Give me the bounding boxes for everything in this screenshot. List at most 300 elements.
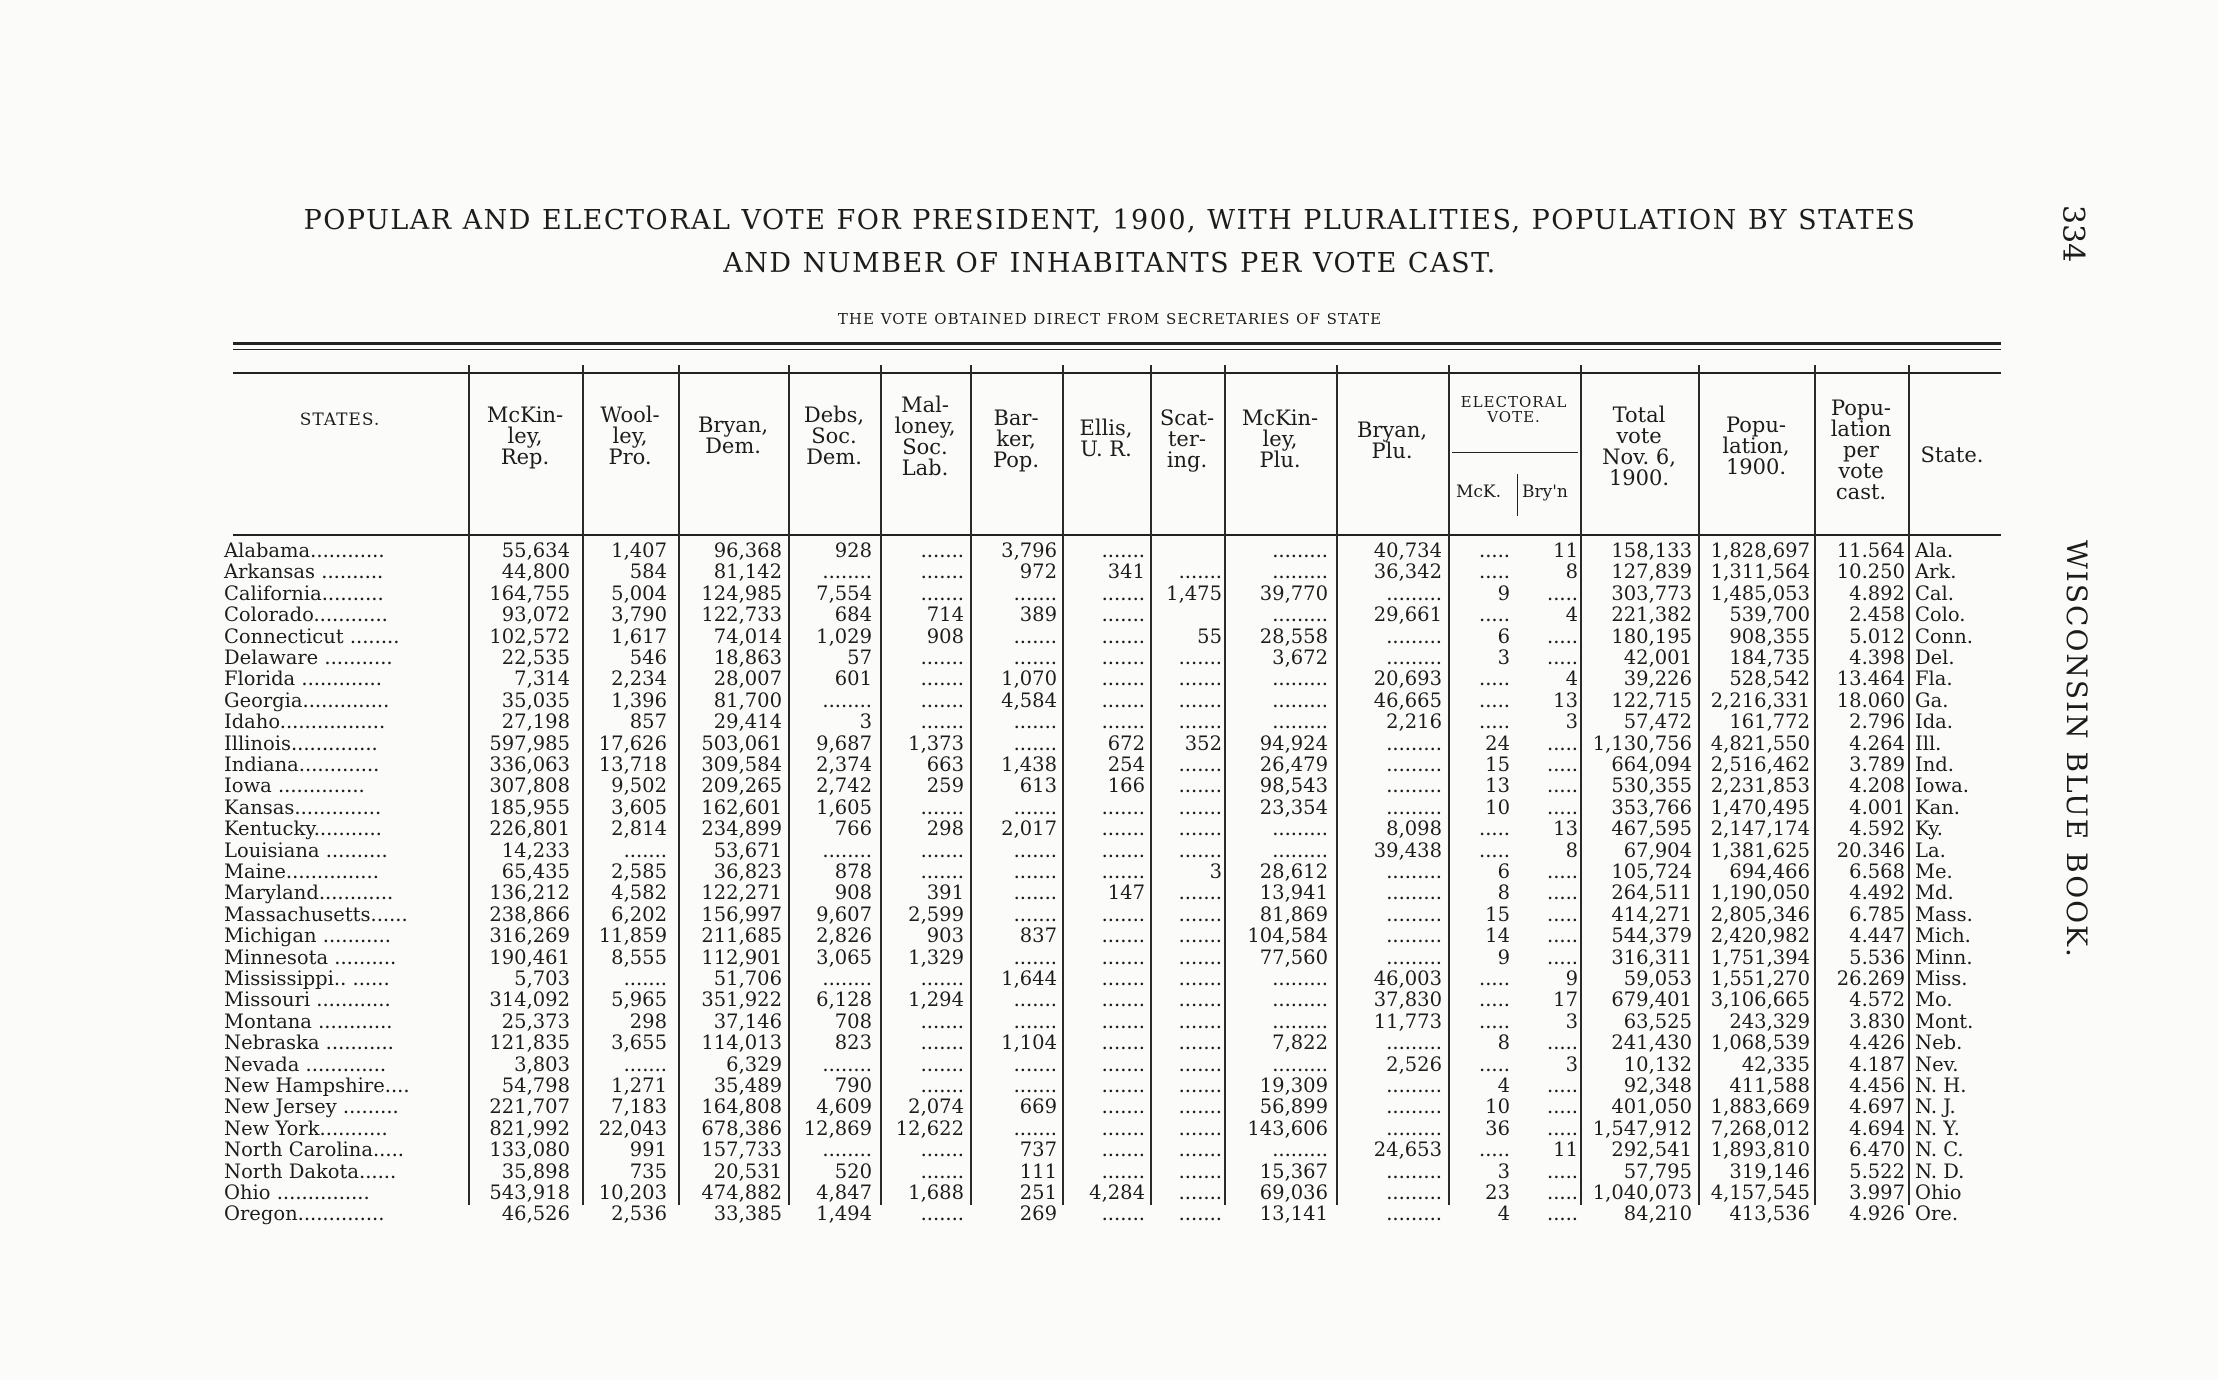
- total-vote-cell: 264,511: [1611, 881, 1692, 905]
- population-cell: 7,268,012: [1710, 1116, 1810, 1140]
- total-vote-cell: 39,226: [1623, 667, 1692, 691]
- total-vote-cell: 92,348: [1623, 1074, 1692, 1097]
- header-bryan-dem: Bryan, Dem.: [697, 413, 769, 458]
- total-vote-cell: 42,001: [1623, 646, 1692, 669]
- ellis-ur-cell: .......: [1101, 1202, 1145, 1226]
- total-vote-cell: 1,040,073: [1592, 1181, 1692, 1204]
- electoral-bryan-cell: .....: [1547, 581, 1578, 605]
- state-name-cell: New Jersey .........: [224, 1095, 399, 1119]
- state-name-cell: Kansas..............: [224, 795, 382, 819]
- population-cell: 2,147,174: [1710, 817, 1810, 841]
- population-per-vote-cell: 4.572: [1849, 988, 1905, 1012]
- population-per-vote-cell: 10.250: [1836, 560, 1905, 584]
- mckinley-plurality-cell: 19,309: [1259, 1074, 1328, 1097]
- barker-pop-cell: 3,796: [1001, 539, 1057, 562]
- state-name-cell: Idaho.................: [224, 710, 386, 734]
- bryan-plurality-cell: 29,661: [1373, 603, 1442, 627]
- population-cell: 1,893,810: [1710, 1138, 1810, 1162]
- woolley-pro-cell: 8,555: [611, 945, 667, 969]
- debs-soc-dem-cell: 1,605: [816, 795, 872, 819]
- debs-soc-dem-cell: 9,687: [816, 731, 872, 755]
- population-cell: 2,420,982: [1710, 924, 1810, 948]
- maloney-soc-lab-cell: 1,329: [908, 945, 964, 969]
- debs-soc-dem-cell: 57: [847, 646, 872, 669]
- mckinley-rep-cell: 3,803: [514, 1052, 570, 1076]
- woolley-pro-cell: 3,790: [611, 603, 667, 627]
- woolley-pro-cell: 2,234: [611, 667, 667, 691]
- woolley-pro-cell: 546: [629, 646, 667, 669]
- bryan-plurality-cell: 46,003: [1373, 967, 1442, 990]
- table-row: [0, 604, 2218, 625]
- header-scattering: Scat- ter- ing.: [1159, 406, 1215, 472]
- state-abbr-cell: Nev.: [1915, 1052, 1959, 1076]
- state-abbr-cell: Ill.: [1915, 731, 1942, 755]
- population-cell: 2,805,346: [1710, 902, 1810, 926]
- total-vote-cell: 158,133: [1611, 539, 1692, 562]
- top-double-rule: [233, 342, 2001, 345]
- electoral-bryan-cell: 8: [1565, 560, 1578, 584]
- running-title: WISCONSIN BLUE BOOK.: [2060, 540, 2093, 959]
- woolley-pro-cell: 991: [629, 1138, 667, 1162]
- bryan-plurality-cell: .........: [1386, 795, 1442, 819]
- electoral-bryan-cell: .....: [1547, 624, 1578, 648]
- mckinley-plurality-cell: 15,367: [1259, 1159, 1328, 1183]
- state-abbr-cell: Ohio: [1915, 1181, 1962, 1204]
- state-abbr-cell: Me.: [1915, 860, 1953, 883]
- population-cell: 1,485,053: [1710, 581, 1810, 605]
- total-vote-cell: 241,430: [1611, 1031, 1692, 1055]
- maloney-soc-lab-cell: .......: [920, 1052, 964, 1076]
- mckinley-rep-cell: 821,992: [489, 1116, 570, 1140]
- electoral-bryan-cell: 8: [1565, 838, 1578, 862]
- state-name-cell: Oregon..............: [224, 1202, 385, 1226]
- header-bryan-plu: Bryan, Plu.: [1356, 418, 1428, 463]
- state-name-cell: Colorado............: [224, 603, 388, 627]
- scattering-cell: .......: [1178, 817, 1222, 841]
- table-row: [0, 947, 2218, 968]
- table-row: [0, 668, 2218, 689]
- population-cell: 411,588: [1729, 1074, 1810, 1097]
- ellis-ur-cell: .......: [1101, 945, 1145, 969]
- mckinley-rep-cell: 314,092: [489, 988, 570, 1012]
- population-per-vote-cell: 4.456: [1849, 1074, 1905, 1097]
- population-per-vote-cell: 6.568: [1849, 860, 1905, 883]
- woolley-pro-cell: .......: [623, 1052, 667, 1076]
- electoral-bryan-cell: 13: [1553, 688, 1578, 712]
- scattering-cell: .......: [1178, 1052, 1222, 1076]
- electoral-bryan-cell: .....: [1547, 1159, 1578, 1183]
- electoral-bryan-cell: .....: [1547, 753, 1578, 776]
- electoral-bryan-cell: .....: [1547, 774, 1578, 798]
- bryan-plurality-cell: .........: [1386, 1202, 1442, 1226]
- header-total-vote: Total vote Nov. 6, 1900.: [1602, 403, 1676, 490]
- maloney-soc-lab-cell: .......: [920, 967, 964, 990]
- state-abbr-cell: Colo.: [1915, 603, 1966, 627]
- barker-pop-cell: .......: [1013, 731, 1057, 755]
- mckinley-plurality-cell: 56,899: [1259, 1095, 1328, 1119]
- barker-pop-cell: .......: [1013, 945, 1057, 969]
- mckinley-rep-cell: 35,898: [501, 1159, 570, 1183]
- electoral-mckinley-cell: 8: [1497, 881, 1510, 905]
- electoral-mckinley-cell: 15: [1485, 753, 1510, 776]
- state-name-cell: Louisiana ..........: [224, 838, 388, 862]
- maloney-soc-lab-cell: .......: [920, 838, 964, 862]
- bryan-dem-cell: 18,863: [713, 646, 782, 669]
- population-cell: 243,329: [1729, 1009, 1810, 1033]
- state-abbr-cell: Ga.: [1915, 688, 1949, 712]
- debs-soc-dem-cell: ........: [822, 688, 872, 712]
- total-vote-cell: 59,053: [1623, 967, 1692, 990]
- title-line-1: POPULAR AND ELECTORAL VOTE FOR PRESIDENT, 1900, WITH PLURALITIES, POPULATION BY STATES: [303, 205, 1917, 236]
- ellis-ur-cell: .......: [1101, 1095, 1145, 1119]
- mckinley-plurality-cell: 13,941: [1259, 881, 1328, 905]
- bryan-dem-cell: 37,146: [713, 1009, 782, 1033]
- state-name-cell: Florida .............: [224, 667, 382, 691]
- woolley-pro-cell: 7,183: [611, 1095, 667, 1119]
- debs-soc-dem-cell: 601: [834, 667, 872, 691]
- debs-soc-dem-cell: 2,826: [816, 924, 872, 948]
- debs-soc-dem-cell: 3: [859, 710, 872, 734]
- mckinley-rep-cell: 316,269: [489, 924, 570, 948]
- state-abbr-cell: Md.: [1915, 881, 1954, 905]
- ellis-ur-cell: .......: [1101, 581, 1145, 605]
- table-row: [0, 1032, 2218, 1053]
- bryan-dem-cell: 74,014: [713, 624, 782, 648]
- electoral-mckinley-cell: 23: [1485, 1181, 1510, 1204]
- state-name-cell: Arkansas ..........: [224, 560, 384, 584]
- bryan-plurality-cell: 46,665: [1373, 688, 1442, 712]
- population-per-vote-cell: 13.464: [1836, 667, 1905, 691]
- header-state-abbr: State.: [1920, 443, 1984, 467]
- mckinley-rep-cell: 54,798: [501, 1074, 570, 1097]
- state-name-cell: Connecticut ........: [224, 624, 400, 648]
- ellis-ur-cell: .......: [1101, 646, 1145, 669]
- total-vote-cell: 57,472: [1623, 710, 1692, 734]
- electoral-mckinley-cell: 6: [1497, 624, 1510, 648]
- table-row: [0, 583, 2218, 604]
- population-cell: 4,157,545: [1710, 1181, 1810, 1204]
- barker-pop-cell: .......: [1013, 646, 1057, 669]
- ellis-ur-cell: .......: [1101, 1074, 1145, 1097]
- bryan-plurality-cell: 11,773: [1373, 1009, 1442, 1033]
- bryan-plurality-cell: .........: [1386, 1181, 1442, 1204]
- bryan-dem-cell: 164,808: [701, 1095, 782, 1119]
- total-vote-cell: 679,401: [1611, 988, 1692, 1012]
- state-abbr-cell: Kan.: [1915, 795, 1960, 819]
- state-abbr-cell: Conn.: [1915, 624, 1973, 648]
- table-row: [0, 818, 2218, 839]
- debs-soc-dem-cell: ........: [822, 1052, 872, 1076]
- electoral-subrule: [1452, 452, 1578, 453]
- barker-pop-cell: 269: [1019, 1202, 1057, 1226]
- table-row: [0, 647, 2218, 668]
- mckinley-plurality-cell: .........: [1272, 967, 1328, 990]
- barker-pop-cell: .......: [1013, 838, 1057, 862]
- ellis-ur-cell: .......: [1101, 817, 1145, 841]
- table-row: [0, 840, 2218, 861]
- debs-soc-dem-cell: 823: [834, 1031, 872, 1055]
- bryan-dem-cell: 678,386: [701, 1116, 782, 1140]
- ellis-ur-cell: .......: [1101, 1159, 1145, 1183]
- bryan-plurality-cell: .........: [1386, 881, 1442, 905]
- electoral-mckinley-cell: 24: [1485, 731, 1510, 755]
- woolley-pro-cell: 3,655: [611, 1031, 667, 1055]
- ellis-ur-cell: .......: [1101, 688, 1145, 712]
- maloney-soc-lab-cell: .......: [920, 667, 964, 691]
- population-cell: 1,751,394: [1710, 945, 1810, 969]
- barker-pop-cell: .......: [1013, 860, 1057, 883]
- header-mckinley-plu: McKin- ley, Plu.: [1241, 406, 1319, 472]
- population-per-vote-cell: 2.458: [1849, 603, 1905, 627]
- woolley-pro-cell: 2,585: [611, 860, 667, 883]
- total-vote-cell: 105,724: [1611, 860, 1692, 883]
- scattering-cell: .......: [1178, 1095, 1222, 1119]
- header-ellis-ur: Ellis, U. R.: [1079, 416, 1133, 461]
- population-per-vote-cell: 4.926: [1849, 1202, 1905, 1226]
- bryan-plurality-cell: .........: [1386, 945, 1442, 969]
- table-row: [0, 733, 2218, 754]
- bryan-dem-cell: 33,385: [713, 1202, 782, 1226]
- total-vote-cell: 122,715: [1611, 688, 1692, 712]
- population-per-vote-cell: 6.470: [1849, 1138, 1905, 1162]
- population-per-vote-cell: 18.060: [1836, 688, 1905, 712]
- woolley-pro-cell: 857: [629, 710, 667, 734]
- population-cell: 413,536: [1729, 1202, 1810, 1226]
- population-per-vote-cell: 4.264: [1849, 731, 1905, 755]
- bryan-dem-cell: 157,733: [701, 1138, 782, 1162]
- barker-pop-cell: 389: [1019, 603, 1057, 627]
- woolley-pro-cell: 6,202: [611, 902, 667, 926]
- barker-pop-cell: 251: [1019, 1181, 1057, 1204]
- woolley-pro-cell: 5,004: [611, 581, 667, 605]
- electoral-bryan-cell: .....: [1547, 646, 1578, 669]
- table-row: [0, 989, 2218, 1010]
- electoral-mckinley-cell: .....: [1479, 603, 1510, 627]
- barker-pop-cell: .......: [1013, 710, 1057, 734]
- state-abbr-cell: Del.: [1915, 646, 1955, 669]
- scattering-cell: .......: [1178, 560, 1222, 584]
- bryan-plurality-cell: 37,830: [1373, 988, 1442, 1012]
- population-cell: 694,466: [1729, 860, 1810, 883]
- barker-pop-cell: .......: [1013, 624, 1057, 648]
- scattering-cell: .......: [1178, 967, 1222, 990]
- state-name-cell: New Hampshire....: [224, 1074, 410, 1097]
- bryan-dem-cell: 234,899: [701, 817, 782, 841]
- bryan-plurality-cell: 36,342: [1373, 560, 1442, 584]
- maloney-soc-lab-cell: .......: [920, 1202, 964, 1226]
- page-number: 334: [2055, 205, 2090, 263]
- electoral-mckinley-cell: 4: [1497, 1202, 1510, 1226]
- ellis-ur-cell: .......: [1101, 710, 1145, 734]
- woolley-pro-cell: 1,271: [611, 1074, 667, 1097]
- debs-soc-dem-cell: 12,869: [803, 1116, 872, 1140]
- bryan-plurality-cell: .........: [1386, 1095, 1442, 1119]
- total-vote-cell: 664,094: [1611, 753, 1692, 776]
- maloney-soc-lab-cell: .......: [920, 646, 964, 669]
- electoral-bryan-cell: .....: [1547, 1074, 1578, 1097]
- table-row: [0, 797, 2218, 818]
- table-row: [0, 1054, 2218, 1075]
- woolley-pro-cell: 13,718: [598, 753, 667, 776]
- mckinley-plurality-cell: .........: [1272, 688, 1328, 712]
- debs-soc-dem-cell: 908: [834, 881, 872, 905]
- bryan-dem-cell: 209,265: [701, 774, 782, 798]
- total-vote-cell: 10,132: [1623, 1052, 1692, 1076]
- bryan-dem-cell: 20,531: [713, 1159, 782, 1183]
- barker-pop-cell: 2,017: [1001, 817, 1057, 841]
- population-cell: 528,542: [1729, 667, 1810, 691]
- electoral-mckinley-cell: .....: [1479, 710, 1510, 734]
- state-name-cell: North Dakota......: [224, 1159, 397, 1183]
- population-cell: 2,216,331: [1710, 688, 1810, 712]
- state-abbr-cell: Minn.: [1915, 945, 1973, 969]
- table-row: [0, 861, 2218, 882]
- electoral-bryan-cell: .....: [1547, 1202, 1578, 1226]
- maloney-soc-lab-cell: 908: [926, 624, 964, 648]
- mckinley-plurality-cell: .........: [1272, 1009, 1328, 1033]
- maloney-soc-lab-cell: 903: [926, 924, 964, 948]
- woolley-pro-cell: 5,965: [611, 988, 667, 1012]
- maloney-soc-lab-cell: 1,688: [908, 1181, 964, 1204]
- mckinley-plurality-cell: .........: [1272, 710, 1328, 734]
- maloney-soc-lab-cell: 2,599: [908, 902, 964, 926]
- mckinley-plurality-cell: .........: [1272, 838, 1328, 862]
- electoral-bryan-cell: .....: [1547, 1031, 1578, 1055]
- mckinley-plurality-cell: 3,672: [1272, 646, 1328, 669]
- header-woolley-pro: Wool- ley, Pro.: [600, 403, 660, 469]
- subtitle: THE VOTE OBTAINED DIRECT FROM SECRETARIES OF STATE: [837, 310, 1383, 328]
- total-vote-cell: 127,839: [1611, 560, 1692, 584]
- ellis-ur-cell: .......: [1101, 902, 1145, 926]
- header-barker-pop: Bar- ker, Pop.: [992, 406, 1040, 472]
- maloney-soc-lab-cell: 259: [926, 774, 964, 798]
- maloney-soc-lab-cell: 391: [926, 881, 964, 905]
- debs-soc-dem-cell: 928: [834, 539, 872, 562]
- bryan-plurality-cell: .........: [1386, 581, 1442, 605]
- bryan-dem-cell: 29,414: [713, 710, 782, 734]
- barker-pop-cell: .......: [1013, 1074, 1057, 1097]
- mckinley-rep-cell: 14,233: [501, 838, 570, 862]
- electoral-bryan-cell: .....: [1547, 924, 1578, 948]
- maloney-soc-lab-cell: .......: [920, 560, 964, 584]
- bryan-plurality-cell: 2,216: [1386, 710, 1442, 734]
- maloney-soc-lab-cell: 12,622: [895, 1116, 964, 1140]
- mckinley-rep-cell: 543,918: [489, 1181, 570, 1204]
- ellis-ur-cell: .......: [1101, 667, 1145, 691]
- electoral-bryan-cell: 3: [1565, 710, 1578, 734]
- population-per-vote-cell: 20.346: [1836, 838, 1905, 862]
- electoral-mckinley-cell: 8: [1497, 1031, 1510, 1055]
- population-per-vote-cell: 4.492: [1849, 881, 1905, 905]
- electoral-mckinley-cell: .....: [1479, 838, 1510, 862]
- scattering-cell: 3: [1209, 860, 1222, 883]
- debs-soc-dem-cell: 3,065: [816, 945, 872, 969]
- mckinley-rep-cell: 190,461: [489, 945, 570, 969]
- woolley-pro-cell: 3,605: [611, 795, 667, 819]
- table-row: [0, 882, 2218, 903]
- scattering-cell: .......: [1178, 881, 1222, 905]
- maloney-soc-lab-cell: .......: [920, 1009, 964, 1033]
- electoral-bryan-cell: 4: [1565, 603, 1578, 627]
- bryan-plurality-cell: .........: [1386, 1116, 1442, 1140]
- bryan-plurality-cell: 39,438: [1373, 838, 1442, 862]
- electoral-bryan-cell: .....: [1547, 945, 1578, 969]
- ellis-ur-cell: .......: [1101, 539, 1145, 562]
- total-vote-cell: 530,355: [1611, 774, 1692, 798]
- table-row: [0, 1139, 2218, 1160]
- barker-pop-cell: 669: [1019, 1095, 1057, 1119]
- scattering-cell: 1,475: [1166, 581, 1222, 605]
- table-row: [0, 754, 2218, 775]
- bryan-dem-cell: 474,882: [701, 1181, 782, 1204]
- total-vote-cell: 63,525: [1623, 1009, 1692, 1033]
- bryan-plurality-cell: .........: [1386, 774, 1442, 798]
- woolley-pro-cell: 2,814: [611, 817, 667, 841]
- mckinley-rep-cell: 7,314: [514, 667, 570, 691]
- maloney-soc-lab-cell: .......: [920, 539, 964, 562]
- mckinley-rep-cell: 46,526: [501, 1202, 570, 1226]
- bryan-dem-cell: 124,985: [701, 581, 782, 605]
- maloney-soc-lab-cell: .......: [920, 581, 964, 605]
- maloney-soc-lab-cell: .......: [920, 860, 964, 883]
- scattering-cell: .......: [1178, 945, 1222, 969]
- state-name-cell: Maine...............: [224, 860, 379, 883]
- electoral-mckinley-cell: 13: [1485, 774, 1510, 798]
- woolley-pro-cell: 17,626: [598, 731, 667, 755]
- electoral-mckinley-cell: 10: [1485, 1095, 1510, 1119]
- mckinley-rep-cell: 102,572: [489, 624, 570, 648]
- woolley-pro-cell: 735: [629, 1159, 667, 1183]
- table-row: [0, 1075, 2218, 1096]
- electoral-mckinley-cell: 3: [1497, 646, 1510, 669]
- electoral-mckinley-cell: 36: [1485, 1116, 1510, 1140]
- scattering-cell: .......: [1178, 1202, 1222, 1226]
- ellis-ur-cell: .......: [1101, 1031, 1145, 1055]
- state-abbr-cell: Miss.: [1915, 967, 1968, 990]
- bryan-plurality-cell: 8,098: [1386, 817, 1442, 841]
- maloney-soc-lab-cell: 714: [926, 603, 964, 627]
- bryan-plurality-cell: 2,526: [1386, 1052, 1442, 1076]
- electoral-mckinley-cell: .....: [1479, 667, 1510, 691]
- mckinley-plurality-cell: 13,141: [1259, 1202, 1328, 1226]
- population-per-vote-cell: 4.447: [1849, 924, 1905, 948]
- mckinley-plurality-cell: 143,606: [1247, 1116, 1328, 1140]
- table-row: [0, 690, 2218, 711]
- population-cell: 1,828,697: [1710, 539, 1810, 562]
- state-name-cell: Alabama............: [224, 539, 385, 562]
- electoral-bryan-cell: .....: [1547, 795, 1578, 819]
- table-row: [0, 925, 2218, 946]
- mckinley-plurality-cell: .........: [1272, 988, 1328, 1012]
- electoral-bryan-cell: .....: [1547, 902, 1578, 926]
- population-cell: 319,146: [1729, 1159, 1810, 1183]
- population-per-vote-cell: 6.785: [1849, 902, 1905, 926]
- ellis-ur-cell: 254: [1107, 753, 1145, 776]
- population-cell: 1,381,625: [1710, 838, 1810, 862]
- total-vote-cell: 316,311: [1611, 945, 1692, 969]
- header-ev-bryan: Bry'n: [1522, 482, 1568, 502]
- electoral-mckinley-cell: 6: [1497, 860, 1510, 883]
- header-population: Popu- lation, 1900.: [1722, 413, 1790, 479]
- mckinley-rep-cell: 221,707: [489, 1095, 570, 1119]
- barker-pop-cell: 1,438: [1001, 753, 1057, 776]
- barker-pop-cell: 1,070: [1001, 667, 1057, 691]
- mckinley-rep-cell: 27,198: [501, 710, 570, 734]
- maloney-soc-lab-cell: .......: [920, 795, 964, 819]
- total-vote-cell: 544,379: [1611, 924, 1692, 948]
- population-cell: 1,470,495: [1710, 795, 1810, 819]
- electoral-mckinley-cell: .....: [1479, 988, 1510, 1012]
